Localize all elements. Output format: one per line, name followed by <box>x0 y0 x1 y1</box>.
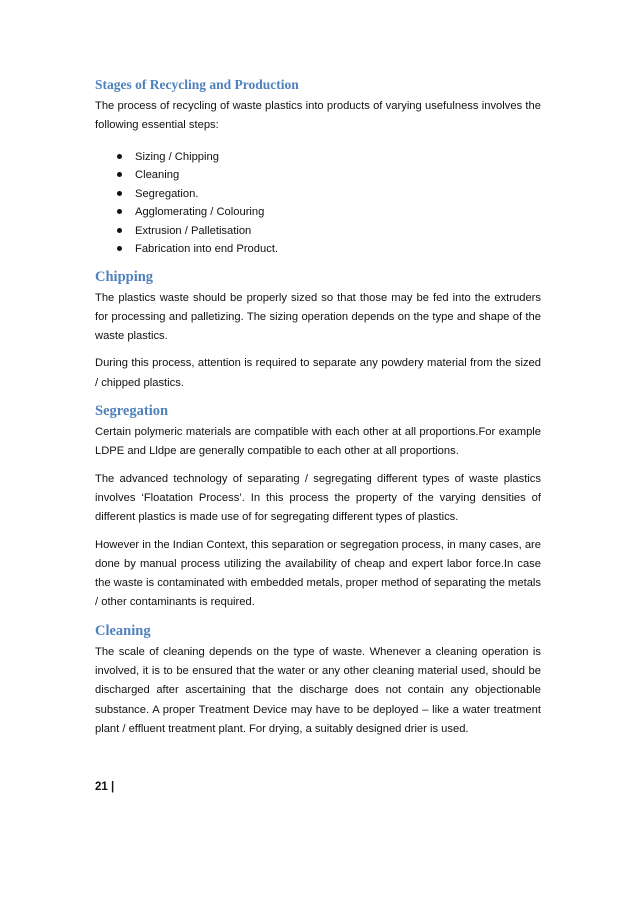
stages-heading: Stages of Recycling and Production <box>95 77 299 92</box>
list-item: Sizing / Chipping <box>95 148 541 167</box>
document-page <box>95 77 541 747</box>
bullet-icon <box>117 154 122 159</box>
stages-list <box>95 148 541 259</box>
bullet-icon <box>117 191 122 196</box>
segregation-paragraph: Certain polymeric materials are compatible with each other at all proportions.For example LDPE and Lldpe are generally compatible to each other at all proportions. <box>95 426 541 458</box>
cleaning-paragraph: The scale of cleaning depends on the type of waste. Whenever a cleaning operation is involved, it is to be ensured that the water or any other cleaning material used, should be discharged after ascertaining that the discharge does not contain any objectionable substance. A proper Treatment Device may have to be deployed – like a water treatment plant / effluent treatment plant. For drying, a suitably designed drier is used. <box>95 645 541 735</box>
chipping-paragraph: During this process, attention is required to separate any powdery material from the sized / chipped plastics. <box>95 357 541 389</box>
bullet-icon <box>117 228 122 233</box>
chipping-paragraph: The plastics waste should be properly sized so that those may be fed into the extruders for processing and palletizing. The sizing operation depends on the type and shape of the waste plastics. <box>95 291 541 343</box>
segregation-heading: Segregation <box>95 403 169 420</box>
list-item: Cleaning <box>95 166 541 185</box>
bullet-icon <box>117 246 122 251</box>
cleaning-heading: Cleaning <box>95 622 151 639</box>
segregation-paragraph: The advanced technology of separating / segregating different types of waste plastics involves ‘Floatation Process’. In this process the property of the varying densities of different plastics is made use of for segregating different types of plastics. <box>95 472 541 524</box>
list-item: Fabrication into end Product. <box>95 240 541 259</box>
chipping-heading: Chipping <box>95 268 154 285</box>
list-item: Extrusion / Palletisation <box>95 222 541 241</box>
page-number: 21 | <box>95 781 115 793</box>
bullet-icon <box>117 172 122 177</box>
bullet-icon <box>117 209 122 214</box>
segregation-paragraph: However in the Indian Context, this separation or segregation process, in many cases, are done by manual process utilizing the availability of cheap and expert labor force.In case the waste is contaminated with embedded metals, proper method of separating the metals / other contaminants is required. <box>95 538 541 609</box>
list-item: Segregation. <box>95 185 541 204</box>
stages-intro: The process of recycling of waste plastics into products of varying usefulness involves the following essential steps: <box>95 100 541 132</box>
list-item: Agglomerating / Colouring <box>95 203 541 222</box>
